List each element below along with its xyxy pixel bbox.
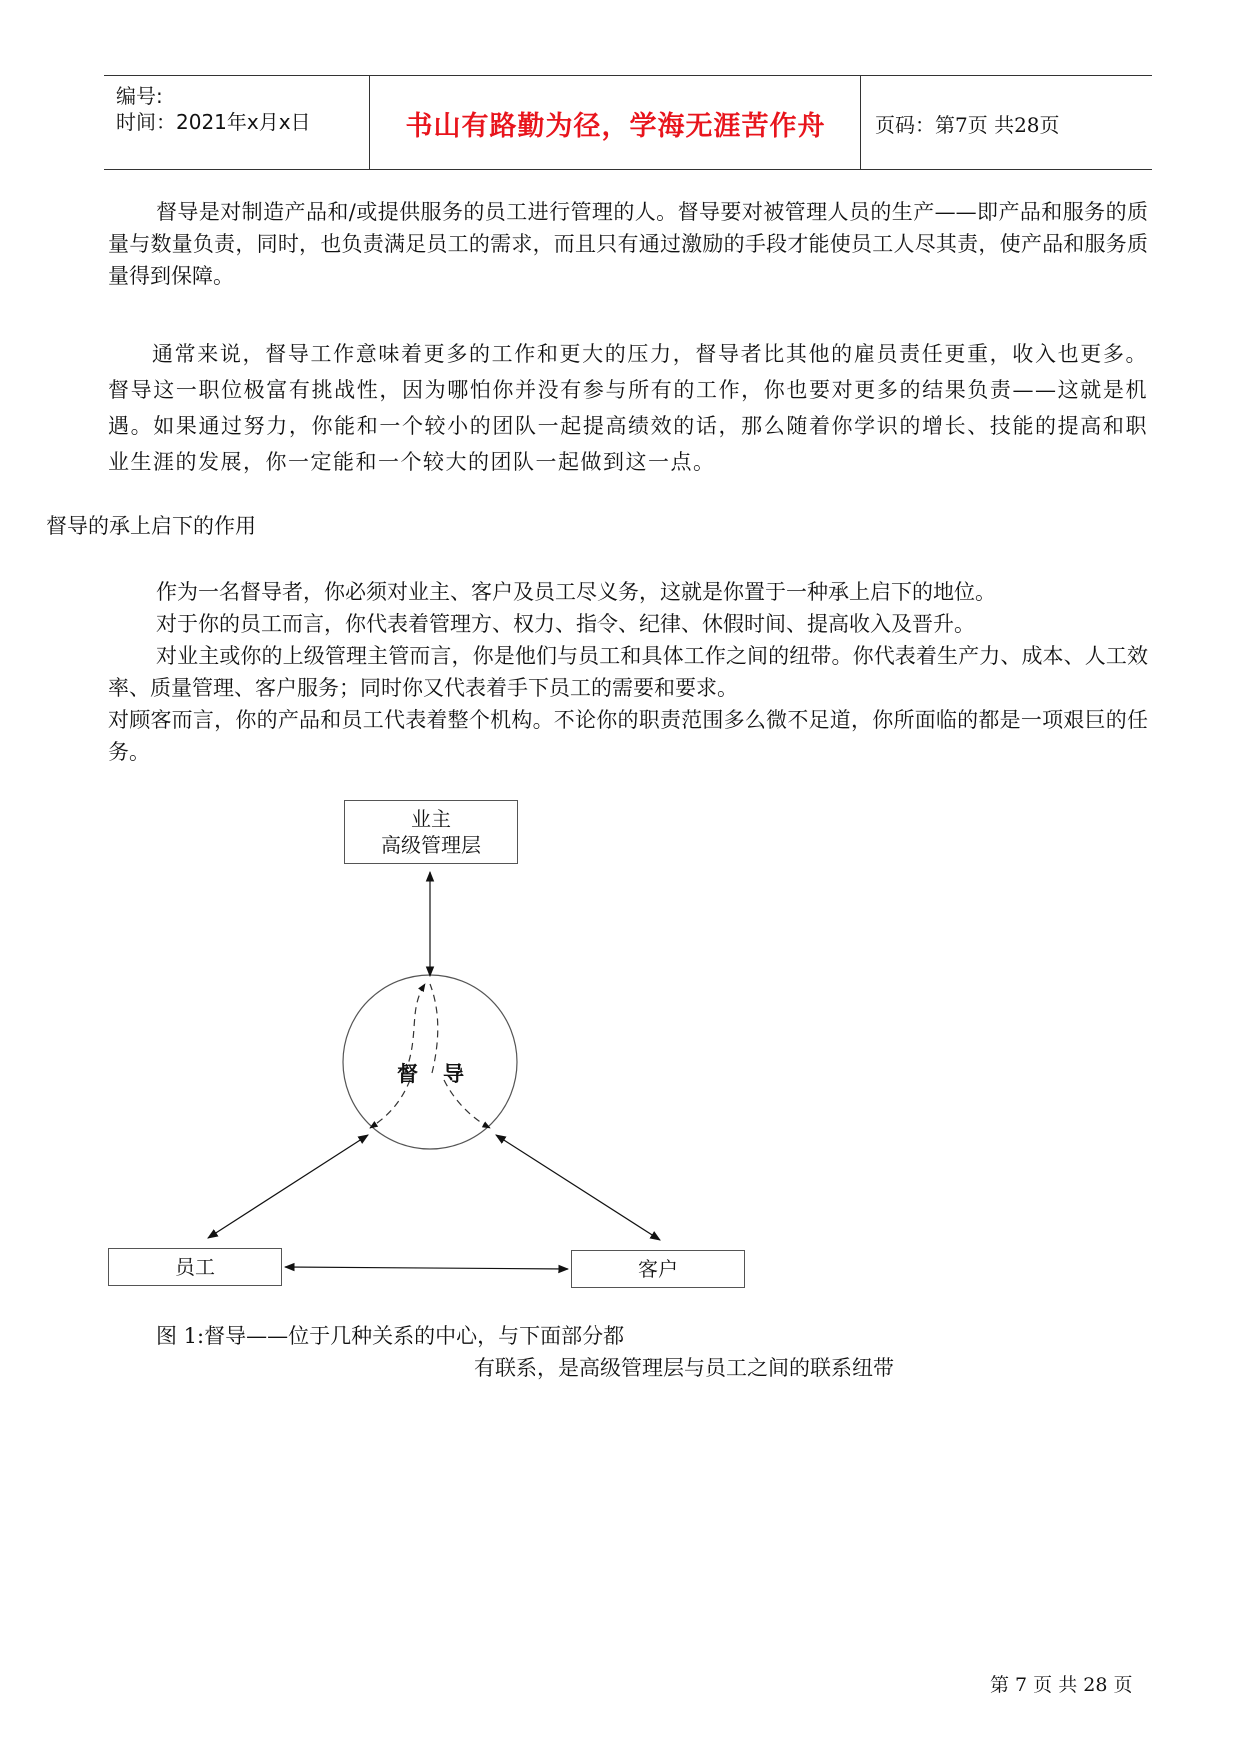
line-2: 对于你的员工而言，你代表着管理方、权力、指令、纪律、休假时间、提高收入及晋升。 bbox=[156, 612, 975, 636]
paragraph-3: 对业主或你的上级管理主管而言，你是他们与员工和具体工作之间的纽带。你代表着生产力、成本、人工效率、质量管理、客户服务；同时你又代表着手下员工的需要和要求。 bbox=[108, 644, 1148, 700]
employee-box bbox=[108, 1248, 282, 1286]
bottom-connector bbox=[285, 1267, 568, 1269]
paragraph-4: 对顾客而言，你的产品和员工代表着整个机构。不论你的职责范围多么微不足道，你所面临的都是一项艰巨的任务。 bbox=[108, 708, 1148, 764]
code-label: 编号: bbox=[116, 84, 163, 108]
time-label: 时间：2021年x月x日 bbox=[116, 110, 311, 134]
section-heading: 督导的承上启下的作用 bbox=[46, 514, 256, 538]
page-info: 页码：第7页 共28页 bbox=[875, 113, 1060, 137]
right-connector bbox=[496, 1135, 660, 1240]
customer-box bbox=[571, 1250, 745, 1288]
line-1: 作为一名督导者，你必须对业主、客户及员工尽义务，这就是你置于一种承上启下的地位。 bbox=[156, 580, 996, 604]
supervisor-circle bbox=[343, 975, 517, 1149]
left-connector bbox=[208, 1135, 368, 1238]
paragraph-2: 通常来说，督导工作意味着更多的工作和更大的压力，督导者比其他的雇员责任更重，收入也更多。督导这一职位极富有挑战性，因为哪怕你并没有参与所有的工作，你也要对更多的结果负责——这就是机遇。如果通过努力，你能和一个较小的团队一起提高绩效的话，那么随着你学识的增长、技能的提高和职业生涯的发展，你一定能和一个较大的团队一起做到这一点。 bbox=[108, 342, 1148, 474]
owner-management-box bbox=[344, 800, 518, 864]
paragraph-1: 督导是对制造产品和/或提供服务的员工进行管理的人。督导要对被管理人员的生产——即产品和服务的质量与数量负责，同时，也负责满足员工的需求，而且只有通过激励的手段才能使员工人尽其责，使产品和服务质量得到保障。 bbox=[108, 200, 1148, 288]
motto: 书山有路勤为径，学海无涯苦作舟 bbox=[405, 111, 826, 142]
dashed-curve-up-right bbox=[430, 984, 438, 1073]
customer-label: 客户 bbox=[638, 1257, 678, 1281]
figure-caption-line-2: 有联系，是高级管理层与员工之间的联系纽带 bbox=[474, 1356, 894, 1380]
senior-management-label: 高级管理层 bbox=[381, 833, 481, 857]
employee-label: 员工 bbox=[175, 1255, 215, 1279]
page-footer: 第 7 页 共 28 页 bbox=[990, 1674, 1133, 1696]
owner-label: 业主 bbox=[411, 807, 451, 831]
supervisor-char-left: 督 bbox=[397, 1062, 418, 1086]
figure-caption-line-1: 图 1:督导——位于几种关系的中心，与下面部分都 bbox=[156, 1324, 625, 1348]
supervisor-char-right: 导 bbox=[443, 1062, 464, 1086]
